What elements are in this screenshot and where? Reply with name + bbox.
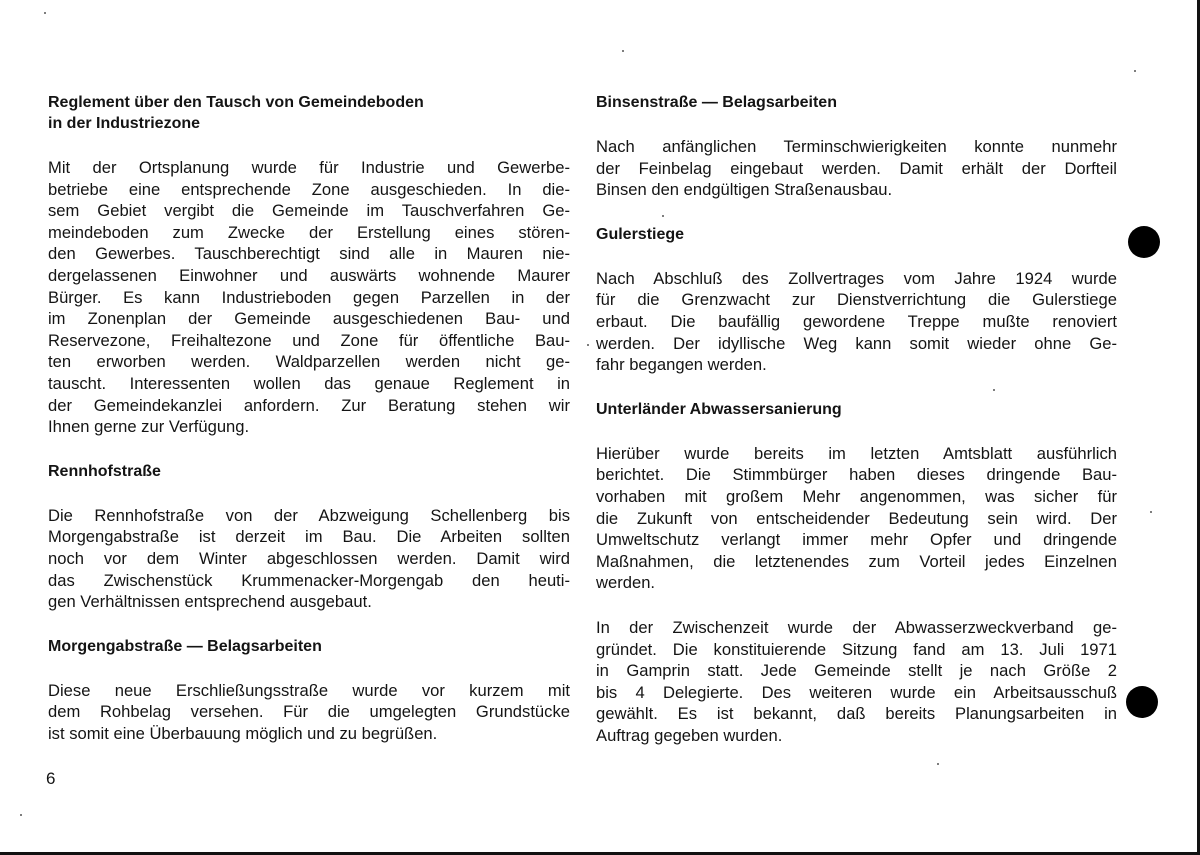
text-line: ten erworben werden. Waldparzellen werden nicht ge- (48, 352, 570, 372)
text-line: Diese neue Erschließungsstraße wurde vor kurzem mit (48, 680, 570, 700)
text-line: Nach anfänglichen Terminschwierigkeiten konnte nunmehr (596, 137, 1117, 156)
paragraph-gulerstiege (596, 268, 1117, 376)
paragraph-abwasser-1 (596, 443, 1117, 594)
heading-binsenstrasse: Binsenstraße — Belagsarbeiten (596, 94, 837, 111)
scan-speck (662, 215, 664, 217)
margin-marker-dot (1128, 226, 1160, 258)
text-line: Die Rennhofstraße von der Abzweigung Schellenberg bis (48, 505, 570, 525)
text-line: fahr begangen werden. (596, 355, 767, 375)
paragraph-morgengabstrasse (48, 680, 570, 745)
text-line: Ihnen gerne zur Verfügung. (48, 417, 250, 437)
scan-speck (622, 50, 624, 52)
text-line: tauscht. Interessenten wollen das genaue Reglement in (48, 373, 570, 393)
text-line: noch vor dem Winter abgeschlossen werden. Damit wird (48, 548, 570, 568)
heading-morgengabstrasse: Morgengabstraße — Belagsarbeiten (48, 637, 322, 655)
text-line: in Gamprin statt. Jede Gemeinde stellt je nach Größe 2 (596, 661, 1117, 681)
text-line: für die Grenzwacht zur Dienstverrichtung die Gulerstiege (596, 290, 1117, 310)
text-line: dergelassenen Einwohner und auswärts wohnende Maurer (48, 265, 570, 285)
margin-marker-dot (1126, 686, 1158, 718)
text-line: das Zwischenstück Krummenacker-Morgengab den heuti- (48, 570, 570, 590)
scan-speck (993, 389, 995, 391)
text-line: Binsen den endgültigen Straßenausbau. (596, 180, 893, 200)
text-line: Maßnahmen, die letztenendes zum Vorteil jedes Einzelnen (596, 551, 1117, 571)
heading-gulerstiege: Gulerstiege (596, 225, 685, 243)
paragraph-reglement (48, 157, 570, 438)
text-line: ist somit eine Überbauung möglich und zu begrüßen. (48, 723, 438, 743)
text-line: meindeboden zum Zwecke der Erstellung eines stören- (48, 222, 570, 242)
text-line: werden. (596, 573, 656, 593)
text-line: Reservezone, Freihaltezone und Zone für öffentliche Bau- (48, 330, 570, 350)
heading-reglement: Reglement über den Tausch von Gemeindeboden in der Industriezone (48, 94, 424, 132)
left-column (48, 92, 570, 744)
text-line: der Gemeindekanzlei anfordern. Zur Beratung stehen wir (48, 395, 570, 415)
text-line: Bürger. Es kann Industrieboden gegen Parzellen in der (48, 287, 570, 307)
text-line: gewählt. Es ist bekannt, daß bereits Planungsarbeiten in (596, 704, 1117, 724)
text-line: im Zonenplan der Gemeinde ausgeschiedenen Bau- und (48, 309, 570, 329)
text-line: werden. Der idyllische Weg kann somit wieder ohne Ge- (596, 333, 1117, 353)
text-line: dem Rohbelag versehen. Für die umgelegten Grundstücke (48, 702, 570, 722)
scan-speck (937, 763, 939, 765)
text-line: erbaut. Die baufällig gewordene Treppe mußte renoviert (596, 311, 1117, 331)
text-line: Auftrag gegeben wurden. (596, 725, 783, 745)
text-line: Umweltschutz verlangt immer mehr Opfer und dringende (596, 530, 1117, 550)
page-number: 6 (46, 769, 56, 788)
paragraph-abwasser-2 (596, 617, 1117, 747)
scan-speck (1134, 70, 1136, 72)
text-line: den Gewerbes. Tauschberechtigt sind alle in Mauren nie- (48, 244, 570, 264)
heading-abwassersanierung: Unterländer Abwassersanierung (596, 400, 842, 418)
text-line: Hierüber wurde bereits im letzten Amtsblatt ausführlich (596, 443, 1117, 463)
text-line: berichtet. Die Stimmbürger haben dieses dringende Bau- (596, 465, 1117, 485)
text-line: vorhaben mit großem Mehr angenommen, was sicher für (596, 486, 1117, 506)
paragraph-binsenstrasse (596, 136, 1117, 201)
text-line: betriebe eine entsprechende Zone ausgeschieden. In die- (48, 179, 570, 199)
text-line: In der Zwischenzeit wurde der Abwasserzweckverband ge- (596, 617, 1117, 637)
text-line: gen Verhältnissen entsprechend ausgebaut. (48, 592, 372, 612)
text-line: gründet. Die konstituierende Sitzung fand am 13. Juli 1971 (596, 639, 1117, 659)
text-line: der Feinbelag eingebaut werden. Damit erhält der Dorfteil (596, 158, 1117, 178)
right-column (596, 92, 1117, 746)
scan-speck (1150, 511, 1152, 513)
scan-speck (587, 344, 589, 346)
text-line: die Zukunft von entscheidender Bedeutung sein wird. Der (596, 508, 1117, 528)
text-line: bis 4 Delegierte. Des weiteren wurde ein Arbeitsausschuß (596, 682, 1117, 702)
text-line: Morgengabstraße ist derzeit im Bau. Die Arbeiten sollten (48, 527, 570, 547)
paragraph-rennhofstrasse (48, 505, 570, 613)
heading-rennhofstrasse: Rennhofstraße (48, 462, 161, 480)
scan-speck (44, 12, 46, 14)
scan-speck (20, 814, 22, 816)
text-line: Nach Abschluß des Zollvertrages vom Jahre 1924 wurde (596, 268, 1117, 288)
text-line: Mit der Ortsplanung wurde für Industrie und Gewerbe- (48, 158, 570, 177)
text-line: sem Gebiet vergibt die Gemeinde im Tauschverfahren Ge- (48, 201, 570, 221)
